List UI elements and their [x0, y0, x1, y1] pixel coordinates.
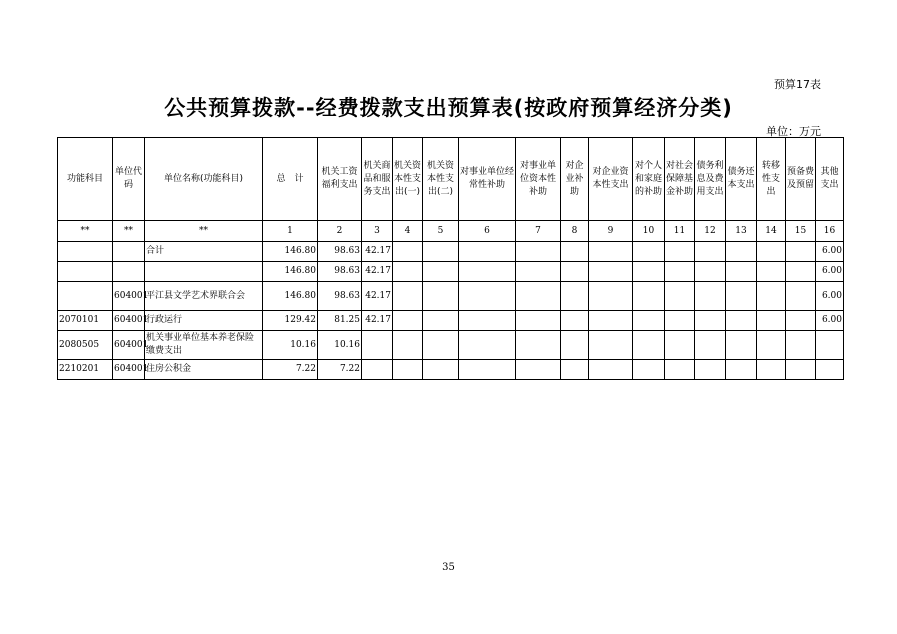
- amount-cell: [757, 360, 786, 380]
- amount-cell: 129.42: [263, 311, 318, 331]
- amount-cell: [816, 331, 844, 360]
- amount-cell: [516, 242, 561, 262]
- function-code-cell: [58, 262, 113, 282]
- header-cell: 债务还本支出: [726, 138, 757, 221]
- index-cell: 2: [318, 221, 362, 242]
- amount-cell: [786, 242, 816, 262]
- amount-cell: [786, 360, 816, 380]
- header-row: [58, 138, 844, 221]
- unit-name-cell: 行政运行: [145, 311, 263, 331]
- unit-code-cell: 604001: [113, 282, 145, 311]
- amount-cell: [695, 242, 726, 262]
- amount-cell: [561, 331, 589, 360]
- amount-cell: [459, 282, 516, 311]
- amount-cell: [633, 262, 665, 282]
- amount-cell: [393, 282, 423, 311]
- amount-cell: 10.16: [263, 331, 318, 360]
- amount-cell: 98.63: [318, 242, 362, 262]
- amount-cell: [665, 331, 695, 360]
- amount-cell: 98.63: [318, 262, 362, 282]
- unit-code-cell: [113, 262, 145, 282]
- unit-name-cell: 合计: [145, 242, 263, 262]
- index-cell: 16: [816, 221, 844, 242]
- amount-cell: [665, 360, 695, 380]
- unit-name-cell: 平江县文学艺术界联合会: [145, 282, 263, 311]
- page-title: 公共预算拨款--经费拨款支出预算表(按政府预算经济分类): [164, 96, 733, 120]
- amount-cell: [726, 311, 757, 331]
- function-code-cell: 2210201: [58, 360, 113, 380]
- amount-cell: [786, 311, 816, 331]
- amount-cell: [786, 262, 816, 282]
- unit-code-cell: 604001: [113, 331, 145, 360]
- amount-cell: 146.80: [263, 262, 318, 282]
- amount-cell: [423, 262, 459, 282]
- table-row: [58, 311, 844, 331]
- amount-cell: [393, 360, 423, 380]
- index-cell: 15: [786, 221, 816, 242]
- header-cell: 总 计: [263, 138, 318, 221]
- amount-cell: 42.17: [362, 262, 393, 282]
- amount-cell: [695, 360, 726, 380]
- index-cell: **: [145, 221, 263, 242]
- index-cell: 9: [589, 221, 633, 242]
- header-cell: 其他支出: [816, 138, 844, 221]
- amount-cell: [459, 331, 516, 360]
- amount-cell: [757, 242, 786, 262]
- amount-cell: [757, 331, 786, 360]
- index-cell: 5: [423, 221, 459, 242]
- index-cell: **: [58, 221, 113, 242]
- index-cell: 11: [665, 221, 695, 242]
- amount-cell: [459, 360, 516, 380]
- amount-cell: [459, 311, 516, 331]
- unit-name-cell: 机关事业单位基本养老保险缴费支出: [145, 331, 263, 360]
- header-cell: 预备费及预留: [786, 138, 816, 221]
- amount-cell: [393, 242, 423, 262]
- unit-name-cell: 住房公积金: [145, 360, 263, 380]
- header-cell: 单位代码: [113, 138, 145, 221]
- header-cell: 功能科目: [58, 138, 113, 221]
- amount-cell: 7.22: [263, 360, 318, 380]
- unit-code-cell: 604001: [113, 311, 145, 331]
- index-cell: 6: [459, 221, 516, 242]
- amount-cell: [589, 262, 633, 282]
- amount-cell: [561, 262, 589, 282]
- amount-cell: [695, 331, 726, 360]
- header-cell: 转移性支出: [757, 138, 786, 221]
- header-cell: 机关商品和服务支出: [362, 138, 393, 221]
- amount-cell: [726, 262, 757, 282]
- amount-cell: [561, 360, 589, 380]
- header-cell: 对企业资本性支出: [589, 138, 633, 221]
- index-cell: 10: [633, 221, 665, 242]
- amount-cell: [561, 311, 589, 331]
- header-cell: 对社会保障基金补助: [665, 138, 695, 221]
- index-cell: 3: [362, 221, 393, 242]
- amount-cell: [695, 262, 726, 282]
- amount-cell: [633, 360, 665, 380]
- amount-cell: [362, 331, 393, 360]
- index-cell: 4: [393, 221, 423, 242]
- amount-cell: 6.00: [816, 242, 844, 262]
- unit-label: 单位：万元: [766, 125, 821, 138]
- amount-cell: [516, 360, 561, 380]
- amount-cell: 146.80: [263, 282, 318, 311]
- amount-cell: [726, 360, 757, 380]
- amount-cell: [589, 242, 633, 262]
- header-cell: 对个人和家庭的补助: [633, 138, 665, 221]
- amount-cell: 42.17: [362, 311, 393, 331]
- amount-cell: 81.25: [318, 311, 362, 331]
- amount-cell: [665, 282, 695, 311]
- header-cell: 对事业单位资本性补助: [516, 138, 561, 221]
- amount-cell: [665, 311, 695, 331]
- amount-cell: 42.17: [362, 282, 393, 311]
- amount-cell: 6.00: [816, 262, 844, 282]
- table-row: [58, 282, 844, 311]
- header-cell: 对企业补助: [561, 138, 589, 221]
- amount-cell: [423, 311, 459, 331]
- amount-cell: [695, 311, 726, 331]
- amount-cell: [786, 282, 816, 311]
- header-cell: 对事业单位经常性补助: [459, 138, 516, 221]
- amount-cell: [561, 282, 589, 311]
- amount-cell: 10.16: [318, 331, 362, 360]
- amount-cell: 6.00: [816, 311, 844, 331]
- amount-cell: [516, 311, 561, 331]
- page-number: 35: [442, 562, 455, 573]
- amount-cell: [726, 242, 757, 262]
- index-cell: 14: [757, 221, 786, 242]
- amount-cell: [393, 311, 423, 331]
- amount-cell: [786, 331, 816, 360]
- amount-cell: [423, 242, 459, 262]
- index-cell: 7: [516, 221, 561, 242]
- unit-name-cell: [145, 262, 263, 282]
- table-row: [58, 331, 844, 360]
- amount-cell: 6.00: [816, 282, 844, 311]
- amount-cell: [633, 242, 665, 262]
- amount-cell: [589, 360, 633, 380]
- amount-cell: [633, 331, 665, 360]
- amount-cell: [459, 242, 516, 262]
- amount-cell: 98.63: [318, 282, 362, 311]
- function-code-cell: 2070101: [58, 311, 113, 331]
- function-code-cell: [58, 282, 113, 311]
- table-row: [58, 242, 844, 262]
- index-cell: **: [113, 221, 145, 242]
- amount-cell: [757, 282, 786, 311]
- amount-cell: [561, 242, 589, 262]
- header-cell: 机关资本性支出(一): [393, 138, 423, 221]
- function-code-cell: [58, 242, 113, 262]
- index-cell: 8: [561, 221, 589, 242]
- amount-cell: 146.80: [263, 242, 318, 262]
- amount-cell: [589, 311, 633, 331]
- amount-cell: [665, 262, 695, 282]
- amount-cell: [726, 282, 757, 311]
- table-row: [58, 262, 844, 282]
- amount-cell: [423, 282, 459, 311]
- amount-cell: [589, 331, 633, 360]
- index-cell: 13: [726, 221, 757, 242]
- function-code-cell: 2080505: [58, 331, 113, 360]
- amount-cell: [423, 331, 459, 360]
- amount-cell: [726, 331, 757, 360]
- header-cell: 债务利息及费用支出: [695, 138, 726, 221]
- amount-cell: [516, 282, 561, 311]
- header-cell: 机关资本性支出(二): [423, 138, 459, 221]
- amount-cell: [695, 282, 726, 311]
- amount-cell: [516, 262, 561, 282]
- header-cell: 单位名称(功能科目): [145, 138, 263, 221]
- amount-cell: [633, 282, 665, 311]
- amount-cell: 42.17: [362, 242, 393, 262]
- index-cell: 12: [695, 221, 726, 242]
- amount-cell: [816, 360, 844, 380]
- amount-cell: [393, 262, 423, 282]
- budget-table: [57, 137, 844, 380]
- amount-cell: [589, 282, 633, 311]
- amount-cell: [423, 360, 459, 380]
- unit-code-cell: [113, 242, 145, 262]
- amount-cell: [633, 311, 665, 331]
- index-cell: 1: [263, 221, 318, 242]
- amount-cell: 7.22: [318, 360, 362, 380]
- table-row: [58, 360, 844, 380]
- amount-cell: [393, 331, 423, 360]
- header-cell: 机关工资福利支出: [318, 138, 362, 221]
- unit-code-cell: 604001: [113, 360, 145, 380]
- amount-cell: [516, 331, 561, 360]
- amount-cell: [665, 242, 695, 262]
- amount-cell: [362, 360, 393, 380]
- amount-cell: [757, 262, 786, 282]
- form-number: 预算17表: [774, 78, 821, 91]
- column-index-row: [58, 221, 844, 242]
- amount-cell: [757, 311, 786, 331]
- amount-cell: [459, 262, 516, 282]
